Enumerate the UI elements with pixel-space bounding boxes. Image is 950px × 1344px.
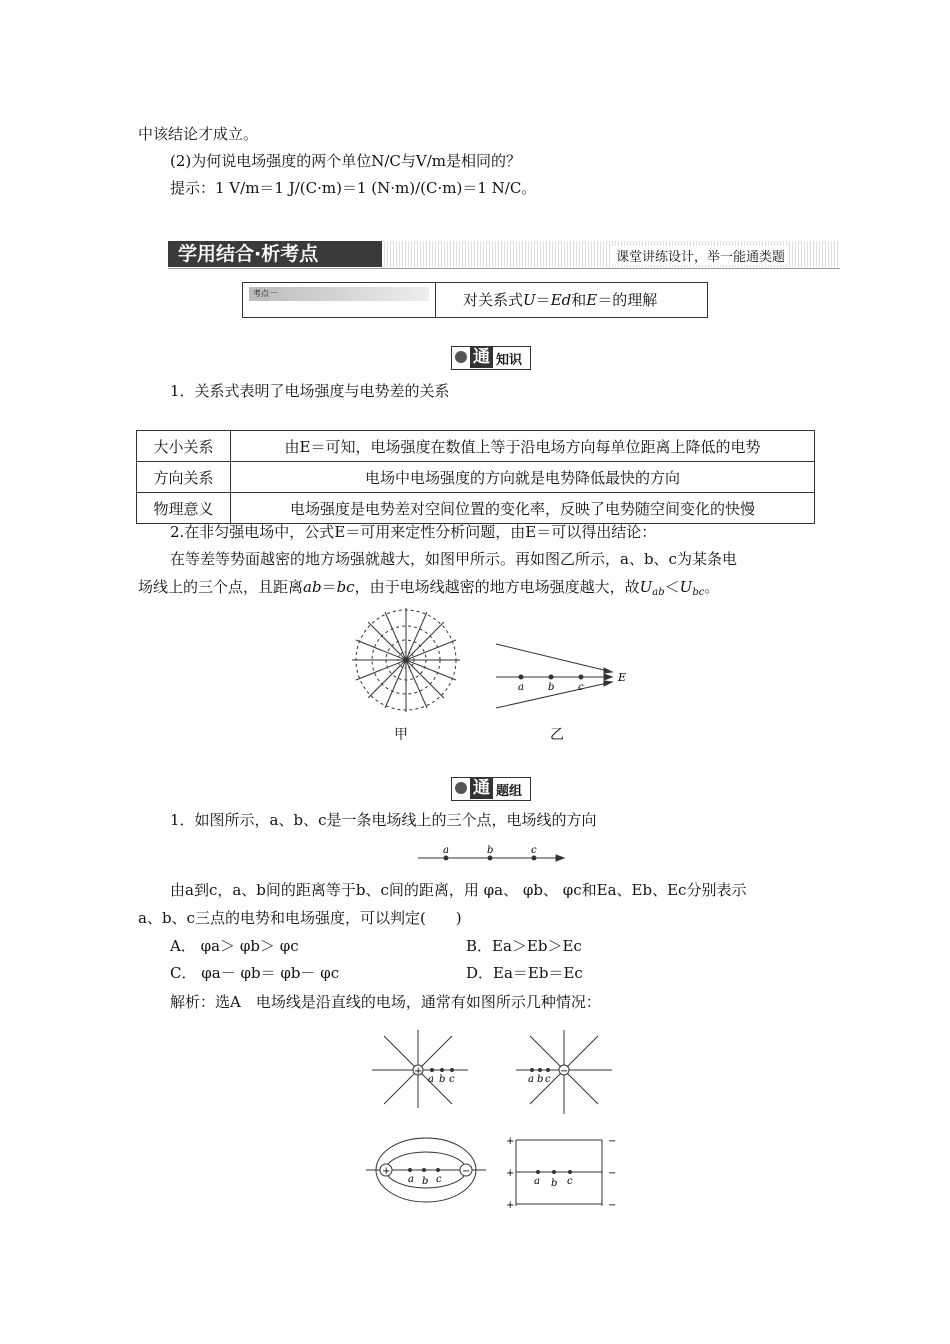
svg-text:c: c [436, 1174, 442, 1185]
svg-text:−: − [462, 1166, 471, 1177]
intro-hint: 提示：1 V/m＝1 J/(C·m)＝1 (N·m)/(C·m)＝1 N/C。 [170, 179, 537, 197]
svg-text:b: b [487, 845, 494, 856]
svg-text:+: + [506, 1168, 515, 1179]
svg-text:−: − [608, 1136, 617, 1147]
svg-text:c: c [567, 1176, 573, 1187]
answer-line: 解析：选A 电场线是沿直线的电场，通常有如图所示几种情况： [170, 993, 601, 1011]
svg-text:b: b [551, 1178, 558, 1189]
question-line-1: 1．如图所示，a、b、c是一条电场线上的三个点，电场线的方向 [170, 811, 597, 829]
question-figure [414, 842, 570, 866]
table-row: 大小关系 由E＝可知，电场强度在数值上等于沿电场方向每单位距离上降低的电势 [137, 431, 815, 462]
label-c: c [578, 682, 584, 693]
figure-yi [494, 640, 634, 712]
option-a: A． φa＞ φb＞ φc [170, 937, 299, 955]
svg-text:+: + [506, 1136, 515, 1147]
knowledge-p1: 1．关系式表明了电场强度与电势差的关系 [170, 382, 450, 400]
badge-knowledge: 通 知识 [451, 346, 531, 370]
svg-text:b: b [537, 1074, 544, 1085]
section-title: 学用结合·析考点 [168, 241, 382, 267]
question-line-2: 由a到c，a、b间的距离等于b、c间的距离，用 φa、 φb、 φc和Ea、Eb、Ec分别表示 [170, 881, 747, 899]
diagram-positive-charge [370, 1030, 470, 1110]
svg-text:a: a [443, 845, 449, 856]
knowledge-p3b: 场线上的三个点，且距离ab＝bc，由于电场线越密的地方电场强度越大，故$U_{ab}<U_{bc}$。 [138, 578, 720, 598]
kaodian-box [242, 282, 708, 318]
diagram-negative-charge [514, 1030, 614, 1116]
label-b: b [548, 682, 555, 693]
diagram-dipole [364, 1134, 488, 1210]
option-b: B．Ea＞Eb＞Ec [466, 937, 582, 955]
caption-jia: 甲 [394, 727, 408, 743]
knowledge-p2: 2.在非匀强电场中，公式E＝可用来定性分析问题，由E＝可以得出结论： [170, 523, 657, 541]
svg-text:+: + [414, 1066, 423, 1077]
kaodian-chip: 考点一 [249, 287, 429, 301]
svg-text:a: a [534, 1176, 540, 1187]
svg-text:a: a [528, 1074, 534, 1085]
intro-line-2: (2)为何说电场强度的两个单位N/C与V/m是相同的？ [170, 152, 522, 170]
svg-text:a: a [408, 1174, 414, 1185]
svg-text:c: c [545, 1074, 551, 1085]
badge-icon [455, 351, 467, 363]
svg-text:c: c [531, 845, 537, 856]
section-banner [168, 240, 840, 270]
label-E: E [618, 671, 627, 684]
option-c: C． φa－ φb＝ φb－ φc [170, 964, 340, 982]
table-row: 方向关系 电场中电场强度的方向就是电势降低最快的方向 [137, 462, 815, 493]
figure-jia [348, 608, 464, 722]
svg-text:b: b [422, 1176, 429, 1187]
svg-text:+: + [506, 1200, 515, 1210]
svg-text:c: c [449, 1074, 455, 1085]
badge-exercises: 通 题组 [451, 777, 531, 801]
label-a: a [518, 682, 524, 693]
svg-text:b: b [439, 1074, 446, 1085]
kaodian-title: 对关系式U＝Ed和E＝的理解 [463, 291, 658, 309]
intro-line-1: 中该结论才成立。 [138, 125, 259, 143]
svg-text:+: + [382, 1166, 391, 1177]
relation-table [136, 430, 815, 524]
knowledge-p3a: 在等差等势面越密的地方场强就越大，如图甲所示。再如图乙所示，a、b、c为某条电 [170, 550, 737, 568]
table-row: 物理意义 电场强度是电势差对空间位置的变化率，反映了电势随空间变化的快慢 [137, 493, 815, 524]
diagram-uniform-field [504, 1132, 622, 1210]
section-tagline: 课堂讲练设计，举一能通类题 [612, 246, 789, 265]
svg-text:−: − [608, 1168, 617, 1179]
svg-text:−: − [560, 1066, 569, 1077]
option-d: D．Ea＝Eb＝Ec [466, 964, 583, 982]
badge-icon [455, 782, 467, 794]
svg-text:a: a [428, 1074, 434, 1085]
caption-yi: 乙 [550, 727, 564, 743]
svg-text:−: − [608, 1200, 617, 1210]
question-line-3: a、b、c三点的电势和电场强度，可以判定( ) [138, 909, 462, 927]
